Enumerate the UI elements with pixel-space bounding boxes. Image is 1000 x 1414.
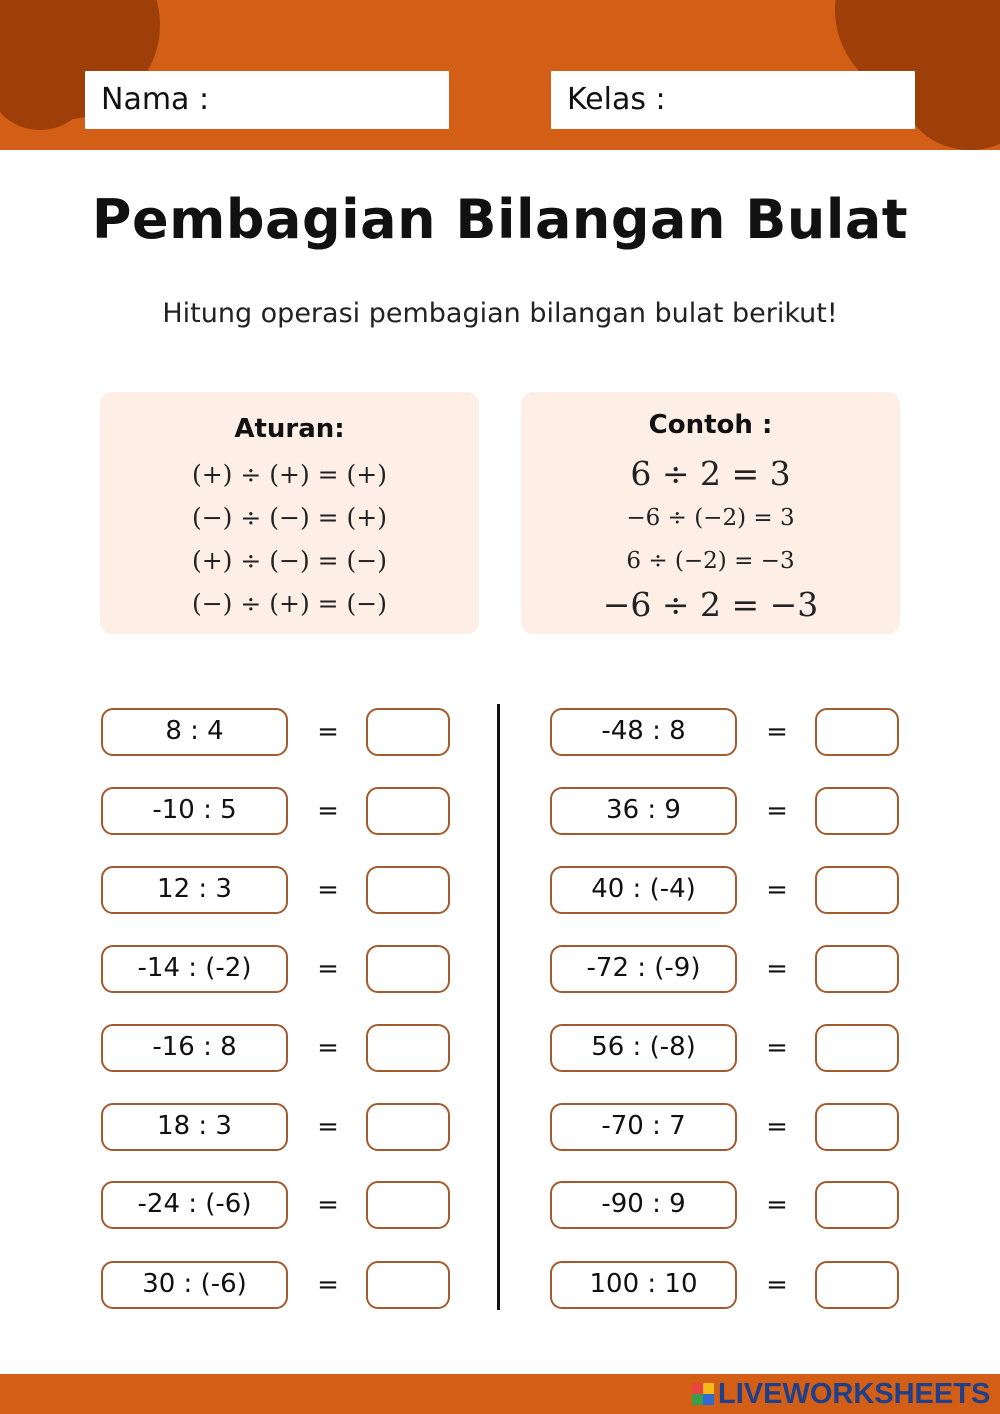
class-label: Kelas :	[567, 82, 666, 117]
equals-sign: =	[766, 717, 788, 747]
equals-sign: =	[317, 954, 339, 984]
example-line: 6 ÷ 2 = 3	[630, 454, 791, 493]
answer-box[interactable]	[366, 1103, 450, 1151]
question-box: 36 : 9	[550, 787, 737, 835]
examples-heading: Contoh :	[648, 410, 773, 440]
instruction-text: Hitung operasi pembagian bilangan bulat berikut!	[162, 298, 838, 329]
rules-content	[100, 0, 479, 640]
examples-content	[521, 0, 900, 640]
equals-sign: =	[317, 717, 339, 747]
answer-box[interactable]	[815, 708, 899, 756]
rules-heading: Aturan:	[234, 414, 345, 444]
question-box: -72 : (-9)	[550, 945, 737, 993]
example-line: −6 ÷ (−2) = 3	[626, 505, 795, 531]
answer-box[interactable]	[366, 945, 450, 993]
column-divider	[497, 704, 500, 1310]
page-title: Pembagian Bilangan Bulat	[91, 188, 909, 251]
question-box: -10 : 5	[101, 787, 288, 835]
equals-sign: =	[766, 1033, 788, 1063]
example-line: −6 ÷ 2 = −3	[602, 585, 819, 624]
equals-sign: =	[317, 796, 339, 826]
answer-box[interactable]	[366, 1024, 450, 1072]
liveworksheets-logo	[692, 1374, 990, 1414]
question-box: 12 : 3	[101, 866, 288, 914]
equals-sign: =	[766, 1270, 788, 1300]
rule-line: (−) ÷ (+) = (−)	[191, 589, 388, 618]
equals-sign: =	[317, 1190, 339, 1220]
rule-line: (+) ÷ (+) = (+)	[191, 460, 388, 489]
answer-box[interactable]	[366, 1181, 450, 1229]
question-box: -14 : (-2)	[101, 945, 288, 993]
question-box: -70 : 7	[550, 1103, 737, 1151]
equals-sign: =	[317, 1033, 339, 1063]
question-box: 40 : (-4)	[550, 866, 737, 914]
answer-box[interactable]	[366, 1261, 450, 1309]
liveworksheets-icon	[692, 1383, 714, 1405]
equals-sign: =	[766, 1112, 788, 1142]
question-box: -90 : 9	[550, 1181, 737, 1229]
equals-sign: =	[766, 1190, 788, 1220]
answer-box[interactable]	[815, 945, 899, 993]
answer-box[interactable]	[366, 787, 450, 835]
example-line: 6 ÷ (−2) = −3	[626, 548, 795, 574]
brand-name: LIVEWORKSHEETS	[718, 1378, 991, 1410]
answer-box[interactable]	[366, 708, 450, 756]
question-box: 8 : 4	[101, 708, 288, 756]
answer-box[interactable]	[815, 787, 899, 835]
equals-sign: =	[317, 1112, 339, 1142]
question-box: 100 : 10	[550, 1261, 737, 1309]
equals-sign: =	[317, 1270, 339, 1300]
answer-box[interactable]	[366, 866, 450, 914]
answer-box[interactable]	[815, 1024, 899, 1072]
answer-box[interactable]	[815, 1181, 899, 1229]
question-box: 56 : (-8)	[550, 1024, 737, 1072]
question-box: 30 : (-6)	[101, 1261, 288, 1309]
question-box: 18 : 3	[101, 1103, 288, 1151]
answer-box[interactable]	[815, 1261, 899, 1309]
answer-box[interactable]	[815, 866, 899, 914]
equals-sign: =	[317, 875, 339, 905]
equals-sign: =	[766, 954, 788, 984]
question-box: -48 : 8	[550, 708, 737, 756]
rule-line: (+) ÷ (−) = (−)	[191, 546, 388, 575]
answer-box[interactable]	[815, 1103, 899, 1151]
rule-line: (−) ÷ (−) = (+)	[191, 503, 388, 532]
question-box: -24 : (-6)	[101, 1181, 288, 1229]
name-label: Nama :	[101, 82, 210, 117]
question-box: -16 : 8	[101, 1024, 288, 1072]
equals-sign: =	[766, 796, 788, 826]
equals-sign: =	[766, 875, 788, 905]
